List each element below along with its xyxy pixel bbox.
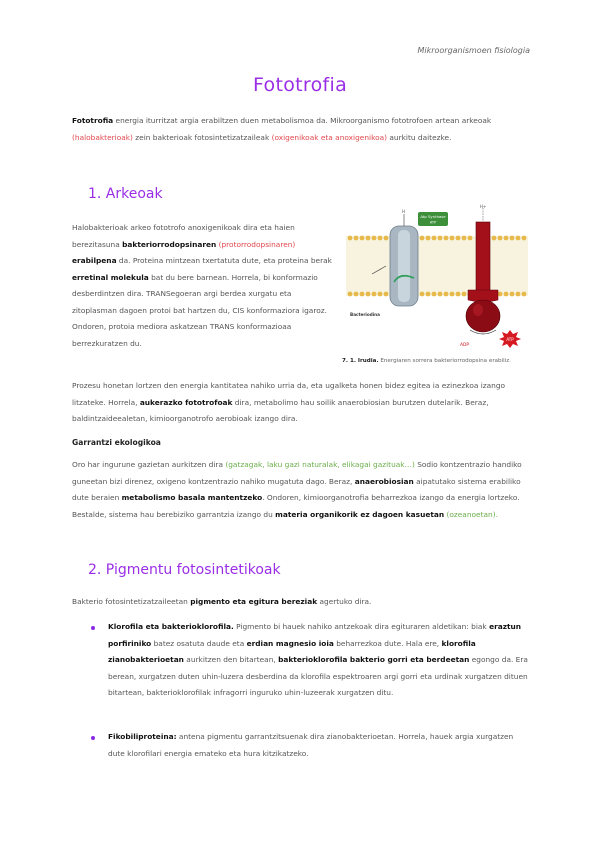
bacteriodina-label: Bacteriodina — [350, 312, 380, 317]
section-heading-arkeoak: 1. Arkeoak — [88, 186, 163, 202]
section-heading-pigmentu: 2. Pigmentu fotosintetikoak — [88, 562, 281, 578]
arkeoak-paragraph-3: Oro har ingurune gazietan aurkitzen dira (gatzagak, laku gazi naturalak, elikagai gazituak…) Sodio kontzentrazio handiko guneetan bizi direnez, oxigeno kontzentrazio nahiko mugatuta dago. Beraz, anaerobiosian aipatutako sistema erabiliko dute beraien metabolismo basala mantentzeko. Ondoren, kimioorganotrofia beharrezkoa izango da energia lortzeko. Bestalde, sistema hau berebiziko garrantzia izango du materia organikorik ez dagoen kasuetan (ozeanoetan). — [72, 460, 522, 519]
atp-synthase-label: Atp Synthase — [420, 214, 446, 219]
intro-highlight-halobakterioak: (halobakterioak) — [72, 132, 133, 142]
header-note: Mikroorganismoen fisiologia — [417, 46, 530, 55]
svg-text:H: H — [402, 209, 406, 214]
intro-highlight-oxigenikoak: (oxigenikoak eta anoxigenikoa) — [271, 132, 388, 142]
svg-text:H+: H+ — [480, 204, 487, 209]
figure-caption: 7. 1. Irudia. Energiaren sorrera bakteriorrodopsina erabiliz. — [342, 358, 511, 364]
bullet-icon — [91, 736, 95, 740]
bullet-icon — [91, 626, 95, 630]
adp-label: ADP — [460, 343, 470, 348]
intro-term: Fototrofia — [72, 116, 114, 125]
bacteriorhodopsin-figure — [342, 204, 532, 350]
atp-label: ATP — [506, 337, 514, 342]
atp-synthase-stalk — [476, 222, 490, 292]
atp-synthase-sublabel: ATP — [429, 220, 437, 225]
arkeoak-paragraph-2: Prozesu honetan lortzen den energia kantitatea nahiko urria da, eta ugalketa honen bidez egitea ia ezinezkoa izango litzateke. Horrela, aukerazko fototrofoak dira, metabolimo hau soilik anaerobiosian burutzen dutelarik. Beraz, baldintzaideealetan, kimioorganotrofo aerobioak izango dira. — [72, 381, 506, 423]
subheading-garrantzi-ekologikoa: Garrantzi ekologikoa — [72, 438, 161, 447]
pigmentu-intro: Bakterio fotosintetizatzaileetan pigmento eta egitura bereziak agertuko dira. — [72, 597, 372, 606]
bullet-klorofila: Klorofila eta bakterioklorofila. Pigmento bi hauek nahiko antzekoak dira egituraren aldetikan: biak eraztun porfiriniko batez osatuta daude eta erdian magnesio ioia beharrezkoa dute. Hala ere, klorofila zianobakterioetan aurkitzen den bitartean, bakterioklorofila bakterio gorri eta berdeetan egongo da. Era berean, xurgatzen duten uhin-luzera desberdina da klorofila espektroaren argi gorri eta urdinak xurgatzen dituen bitartean, bakterioklorofilak infragorri inguruko uhin-luzeerak xurgatzen ditu. — [108, 622, 528, 697]
bullet-fikobiliproteina: Fikobiliproteina: antena pigmentu garrantzitsuenak dira zianobakterioetan. Horrela, hauek argia xurgatzen dute klorofilari energia emateko eta hura kitzikatzeko. — [108, 732, 514, 758]
atp-synthase-head — [466, 300, 500, 332]
arkeoak-paragraph-1: Halobakterioak arkeo fototrofo anoxigenikoak dira eta haien berezitasuna bakteriorrodopsinaren (protorrodopsinaren) erabilpena da. Proteina mintzean txertatuta dute, eta proteina berak erretinal molekula bat du bere barnean. Horrela, bi konformazio desberdintzen dira. TRANSegoeran argi berdea xurgatu eta zitoplasman dagoen protoi bat hartzen du, CIS konformaziora igaroz. Ondoren, protoia mediora askatzean TRANS konformazioaa berrezkuratzen du. — [72, 223, 332, 348]
membrane-region — [346, 236, 528, 296]
intro-paragraph: Fototrofia energia iturritzat argia erabiltzen duen metabolismoa da. Mikroorganismo fototrofoen artean arkeoak (halobakterioak) zein bakterioak fotosintetizatzaileak (oxigenikoak eta anoxigenikoa) aurkitu daitezke. — [72, 116, 492, 142]
page-title: Fototrofia — [252, 74, 348, 96]
